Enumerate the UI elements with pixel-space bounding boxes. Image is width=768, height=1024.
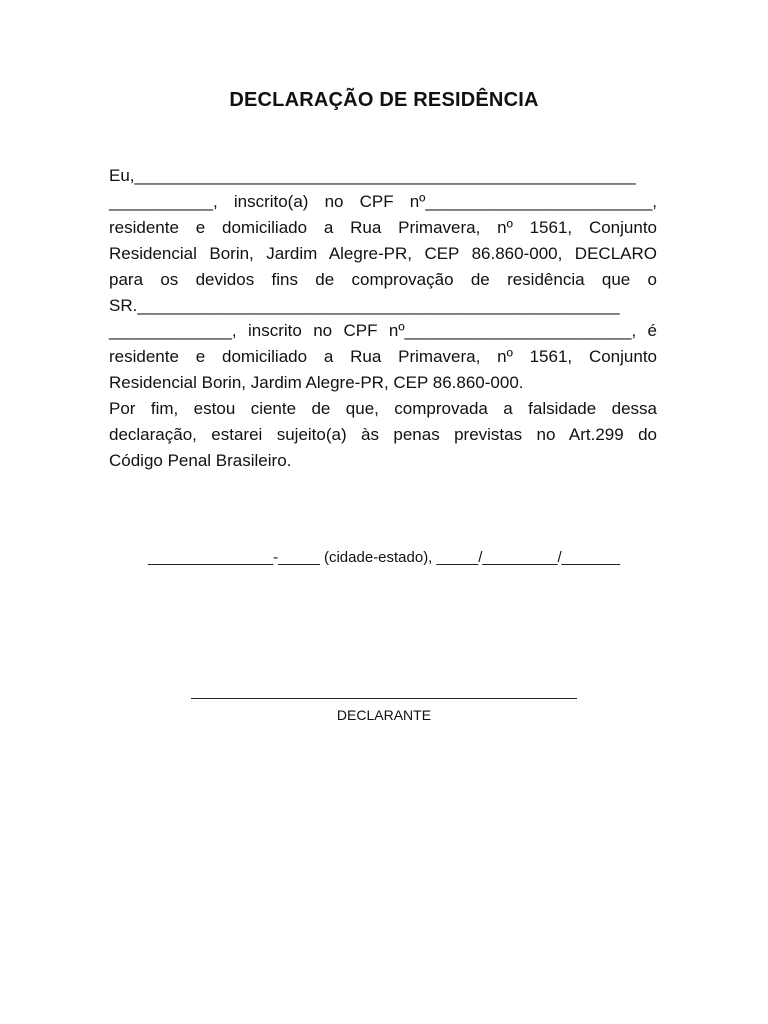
- body-line-name-blank: Eu,_____________________________________________________: [109, 166, 636, 185]
- signature-line: [191, 698, 577, 700]
- body-line-sr-blank: SR.___________________________________________________: [109, 295, 620, 315]
- body-line-address-1b: Residencial Borin, Jardim Alegre-PR, CEP 86.860-000, DECLARO: [109, 243, 657, 263]
- place-date-line: _______________-_____ (cidade-estado), _____/_________/_______: [147, 549, 621, 566]
- document-title: DECLARAÇÃO DE RESIDÊNCIA: [229, 89, 539, 111]
- declaration-body: [109, 163, 657, 474]
- body-line-cpf-1: ___________, inscrito(a) no CPF nº________________________,: [109, 191, 657, 211]
- body-line-closing-3: Código Penal Brasileiro.: [109, 450, 292, 470]
- body-line-closing-1: Por fim, estou ciente de que, comprovada a falsidade dessa: [109, 399, 657, 419]
- body-line-address-1a: residente e domiciliado a Rua Primavera, nº 1561, Conjunto: [109, 217, 657, 237]
- body-line-closing-2: declaração, estarei sujeito(a) às penas previstas no Art.299 do: [109, 425, 657, 445]
- body-line-purpose: para os devidos fins de comprovação de residência que o: [109, 269, 657, 289]
- body-line-cpf-2: _____________, inscrito no CPF nº________________________, é: [109, 321, 657, 341]
- signature-label: DECLARANTE: [336, 707, 432, 723]
- body-line-address-2a: residente e domiciliado a Rua Primavera, nº 1561, Conjunto: [109, 347, 657, 367]
- body-line-address-2b: Residencial Borin, Jardim Alegre-PR, CEP 86.860-000.: [109, 373, 524, 393]
